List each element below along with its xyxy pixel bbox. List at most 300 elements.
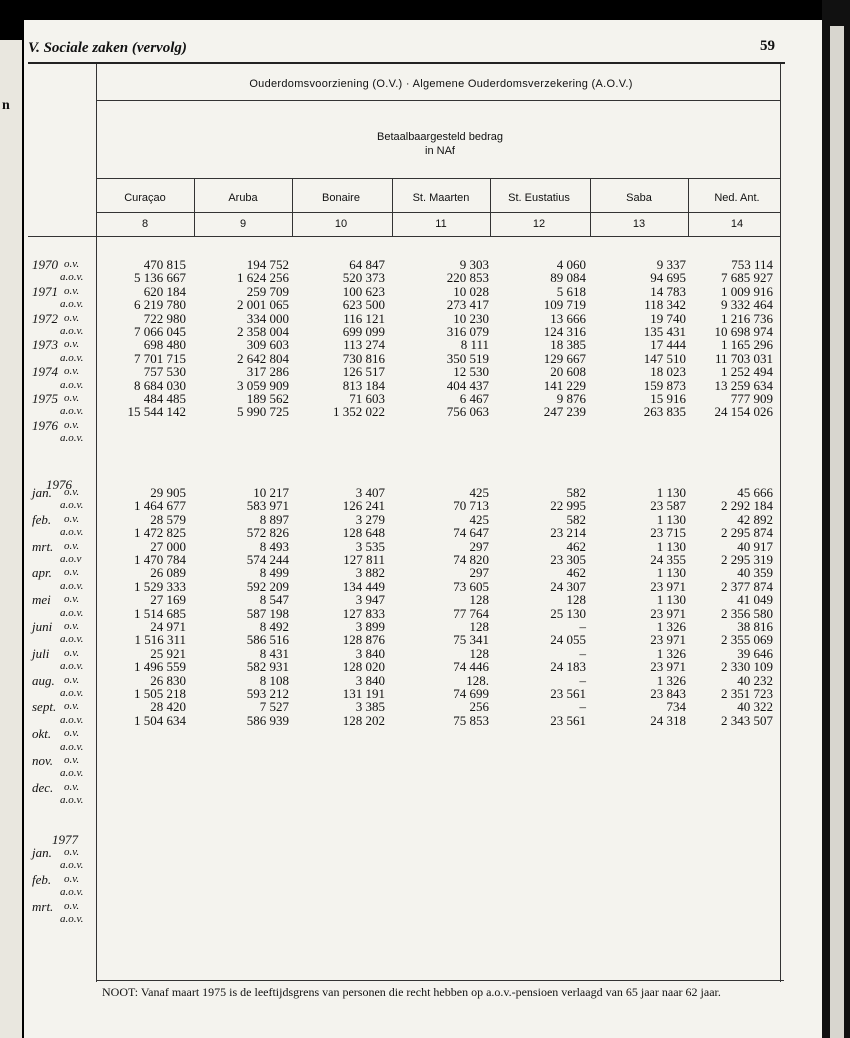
table-cell: 11 703 031	[714, 350, 773, 366]
table-cell: 10 230	[453, 310, 489, 326]
table-cell: 734	[666, 699, 686, 715]
table-cell: 2 295 319	[721, 552, 773, 567]
table-cell: 74 446	[453, 659, 489, 675]
table-cell: 2 001 065	[237, 297, 289, 313]
table-cell: –	[579, 699, 586, 715]
table-cell: 70 713	[453, 498, 489, 514]
column-header: Ned. Ant.	[714, 192, 760, 204]
column-header: Curaçao	[124, 192, 166, 204]
row-period: okt.	[32, 726, 52, 742]
row-type: a.o.v.	[60, 913, 84, 925]
table-cell: 23 843	[650, 686, 686, 701]
table-cell: 1 516 311	[134, 632, 186, 648]
table-cell: 220 853	[446, 270, 489, 286]
table-cell: 75 341	[453, 632, 489, 648]
table-cell: 124 316	[543, 324, 586, 339]
table-cell: 18 023	[650, 364, 686, 380]
table-cell: 757 530	[143, 364, 186, 380]
table-cell: 7 527	[259, 699, 289, 715]
table-cell: 587 198	[246, 605, 289, 621]
table-cell: 582	[566, 511, 586, 527]
row-type: o.v.	[64, 846, 80, 858]
table-cell: 9 303	[459, 257, 489, 272]
row-type: o.v.	[64, 338, 80, 351]
table-cell: 2 356 580	[721, 605, 773, 621]
table-cell: 26 830	[150, 672, 186, 688]
table-cell: 134 449	[342, 578, 385, 594]
table-cell: 23 561	[550, 686, 586, 701]
table-cell: 128 876	[342, 632, 385, 648]
table-cell: 15 544 142	[127, 404, 186, 420]
table-cell: 40 359	[737, 565, 773, 581]
column-number: 14	[730, 218, 744, 230]
section-title: V. Sociale zaken (vervolg)	[28, 40, 187, 56]
column-number: 8	[141, 218, 149, 230]
row-type: a.o.v	[60, 553, 82, 565]
column-number: 9	[239, 218, 247, 230]
row-period: nov.	[32, 753, 54, 768]
table-cell: 20 608	[550, 364, 586, 380]
table-cell: 24 971	[150, 619, 186, 634]
table-cell: 75 853	[453, 712, 489, 728]
table-cell: 1 514 685	[134, 605, 186, 621]
row-type: o.v.	[64, 392, 80, 404]
table-cell: 89 084	[550, 270, 586, 286]
row-type: o.v.	[64, 872, 80, 885]
table-cell: 7 701 715	[134, 350, 186, 366]
table-cell: 128.	[466, 672, 489, 688]
colnum-rule	[96, 212, 780, 213]
row-period: 1971	[32, 283, 58, 299]
row-type: a.o.v.	[60, 633, 84, 646]
table-cell: 40 917	[737, 538, 773, 554]
footnote: NOOT: Vanaf maart 1975 is de leeftijdsgrens van personen die recht hebben op a.o.v.-pensioen verlaagd van 65 jaar naar 62 jaar.	[102, 985, 721, 999]
row-type: a.o.v.	[60, 859, 84, 872]
row-type: a.o.v.	[60, 687, 84, 699]
row-type: a.o.v.	[60, 526, 84, 539]
table-cell: 3 385	[355, 699, 385, 715]
table-cell: 753 114	[731, 257, 773, 272]
row-type: a.o.v.	[60, 579, 84, 592]
row-type: a.o.v.	[60, 499, 84, 512]
column-header: Bonaire	[322, 192, 360, 204]
table-cell: 23 971	[650, 578, 686, 594]
row-type: a.o.v.	[60, 713, 84, 726]
row-period: mrt.	[32, 898, 54, 914]
table-cell: 7 685 927	[721, 270, 773, 286]
table-cell: 583 971	[246, 498, 289, 514]
table-cell: 19 740	[650, 310, 686, 326]
table-cell: 722 980	[143, 310, 186, 326]
table-cell: 23 715	[650, 525, 686, 541]
table-cell: 94 695	[650, 270, 686, 286]
table-cell: 1 130	[656, 485, 686, 500]
table-cell: 4 060	[556, 257, 586, 272]
row-type: a.o.v.	[60, 351, 84, 364]
table-cell: 317 286	[246, 364, 289, 380]
table-cell: 100 623	[342, 283, 385, 299]
table-cell: 699 099	[342, 324, 385, 339]
table-cell: 126 517	[342, 364, 385, 380]
table-cell: 1 624 256	[237, 270, 289, 286]
table-cell: 309 603	[246, 337, 289, 353]
table-cell: 3 840	[355, 645, 385, 661]
table-cell: 38 816	[737, 619, 773, 634]
table-cell: 620 184	[143, 283, 186, 299]
row-period: feb.	[32, 871, 52, 887]
table-cell: 698 480	[143, 337, 186, 353]
table-cell: 128	[566, 592, 586, 608]
table-cell: 334 000	[246, 310, 289, 326]
row-type: o.v.	[64, 646, 80, 659]
table-cell: 350 519	[446, 350, 489, 366]
table-cell: 623 500	[342, 297, 385, 313]
row-period: 1970	[32, 257, 58, 272]
row-period: aug.	[32, 672, 55, 688]
row-type: o.v.	[64, 673, 80, 686]
table-cell: 6 219 780	[134, 297, 186, 313]
table-cell: 109 719	[543, 297, 586, 313]
table-cell: 582 931	[246, 659, 289, 675]
table-cell: 27 169	[150, 592, 186, 608]
table-cell: 23 587	[650, 498, 686, 514]
table-cell: 8 431	[259, 645, 289, 661]
table-cell: 8 684 030	[134, 377, 186, 393]
row-period: sept.	[32, 699, 57, 715]
table-cell: 10 028	[453, 283, 489, 299]
table-cell: 3 407	[355, 485, 385, 500]
table-cell: 259 709	[246, 283, 289, 299]
table-cell: 425	[469, 485, 489, 500]
table-cell: 128 202	[342, 712, 385, 728]
table-cell: 39 646	[737, 645, 773, 661]
table-cell: 1 252 494	[721, 364, 773, 380]
table-cell: 297	[469, 565, 489, 581]
table-cell: 141 229	[543, 377, 586, 393]
table-cell: 189 562	[246, 391, 289, 406]
table-cell: 586 939	[246, 712, 289, 728]
page-number: 59	[760, 38, 775, 54]
row-type: a.o.v.	[60, 325, 84, 337]
table-cell: 1 472 825	[134, 525, 186, 541]
table-cell: 118 342	[644, 297, 686, 313]
table-cell: 128	[469, 645, 489, 661]
top-rule	[28, 62, 785, 64]
table-cell: 24 183	[550, 659, 586, 675]
column-number: 11	[435, 218, 447, 230]
row-period: mei	[32, 592, 51, 608]
table-cell: 2 343 507	[721, 712, 773, 728]
table-cell: 24 307	[550, 578, 586, 594]
column-header: St. Eustatius	[508, 192, 570, 204]
table-cell: 9 337	[656, 257, 686, 272]
table-cell: 116 121	[343, 310, 385, 326]
next-page-edge	[830, 26, 844, 1038]
table-title: Ouderdomsvoorziening (O.V.) · Algemene Ouderdomsverzekering (A.O.V.)	[249, 78, 633, 90]
table-cell: 8 492	[259, 619, 289, 634]
row-type: a.o.v.	[60, 378, 84, 391]
table-cell: –	[579, 645, 586, 661]
table-cell: 247 239	[543, 404, 586, 420]
year-heading: 1976	[46, 477, 72, 492]
table-cell: 64 847	[349, 257, 385, 272]
table-cell: 71 603	[349, 391, 385, 406]
table-cell: 24 055	[550, 632, 586, 648]
table-cell: 1 130	[656, 565, 686, 581]
table-cell: 28 579	[150, 511, 186, 527]
row-type: o.v.	[64, 418, 80, 431]
row-type: o.v.	[64, 566, 80, 579]
row-period: mrt.	[32, 538, 54, 554]
row-type: o.v.	[64, 899, 80, 912]
table-cell: 15 916	[650, 391, 686, 406]
table-cell: 3 899	[355, 619, 385, 634]
table-cell: 28 420	[150, 699, 186, 715]
table-cell: 1 130	[656, 592, 686, 608]
table-cell: 9 332 464	[721, 297, 773, 313]
table-cell: 1 505 218	[134, 686, 186, 701]
table-cell: 8 111	[460, 337, 489, 353]
table-cell: 813 184	[342, 377, 385, 393]
table-cell: 22 995	[550, 498, 586, 514]
table-cell: 8 547	[259, 592, 289, 608]
table-cell: 24 318	[650, 712, 686, 728]
table-cell: 24 355	[650, 552, 686, 567]
table-cell: 1 326	[656, 645, 686, 661]
subtitle-line: in NAf	[425, 145, 455, 157]
table-cell: 128	[469, 592, 489, 608]
table-cell: 425	[469, 511, 489, 527]
table-cell: –	[579, 619, 586, 634]
table-cell: 12 530	[453, 364, 489, 380]
table-cell: 5 990 725	[237, 404, 289, 420]
table-cell: 3 279	[355, 511, 385, 527]
table-cell: 2 642 804	[237, 350, 289, 366]
table-cell: 128 020	[342, 659, 385, 675]
table-cell: 25 921	[150, 645, 186, 661]
row-period: apr.	[32, 565, 52, 581]
table-cell: 1 352 022	[333, 404, 385, 420]
book-spine	[0, 40, 22, 1038]
spine-letter: n	[2, 98, 10, 113]
table-cell: 593 212	[246, 686, 289, 701]
column-number: 10	[334, 218, 348, 230]
table-cell: 25 130	[550, 605, 586, 621]
table-cell: 2 292 184	[721, 498, 773, 514]
table-cell: 586 516	[246, 632, 289, 648]
row-type: o.v.	[64, 258, 80, 270]
table-cell: –	[579, 672, 586, 688]
table-cell: 2 330 109	[721, 659, 773, 675]
table-cell: 194 752	[246, 257, 289, 272]
row-period: juli	[32, 645, 50, 661]
row-period: 1974	[32, 364, 58, 380]
table-cell: 3 840	[355, 672, 385, 688]
table-cell: 23 971	[650, 659, 686, 675]
table-cell: 462	[566, 538, 586, 554]
row-type: a.o.v.	[60, 740, 84, 753]
table-cell: 127 833	[342, 605, 385, 621]
table-cell: 1 529 333	[134, 578, 186, 594]
table-cell: 1 009 916	[721, 283, 773, 299]
table-cell: 2 358 004	[237, 324, 289, 339]
table-cell: 23 561	[550, 712, 586, 728]
row-type: o.v.	[64, 486, 80, 498]
table-cell: 159 873	[643, 377, 686, 393]
table-cell: 2 295 874	[721, 525, 773, 541]
table-cell: 42 892	[737, 511, 773, 527]
table-cell: 3 882	[355, 565, 385, 581]
row-type: a.o.v.	[60, 405, 84, 418]
body-rule	[28, 236, 780, 237]
row-type: o.v.	[64, 620, 80, 632]
row-type: o.v.	[64, 727, 80, 740]
table-cell: 484 485	[143, 391, 186, 406]
table-cell: 3 535	[355, 538, 385, 554]
table-cell: 45 666	[737, 485, 773, 500]
column-number: 12	[532, 218, 546, 230]
row-period: dec.	[32, 779, 54, 795]
title-rule	[96, 100, 780, 101]
table-cell: 10 217	[253, 485, 289, 500]
table-cell: 1 470 784	[134, 552, 186, 567]
table-cell: 777 909	[730, 391, 773, 406]
table-cell: 135 431	[643, 324, 686, 339]
table-cell: 316 079	[446, 324, 489, 339]
row-type: o.v.	[64, 284, 80, 297]
table-cell: 27 000	[150, 538, 186, 554]
table-cell: 129 667	[543, 350, 586, 366]
table-cell: 1 326	[656, 619, 686, 634]
row-period: feb.	[32, 511, 52, 527]
table-cell: 17 444	[650, 337, 686, 353]
table-cell: 74 699	[453, 686, 489, 701]
table-cell: 18 385	[550, 337, 586, 353]
row-period: 1976	[32, 417, 58, 433]
row-period: juni	[32, 619, 53, 634]
row-type: a.o.v.	[60, 886, 84, 899]
row-period: 1972	[32, 310, 58, 326]
table-cell: 13 259 634	[714, 377, 773, 393]
table-cell: 462	[566, 565, 586, 581]
table-cell: 126 241	[342, 498, 385, 514]
table-cell: 1 165 296	[721, 337, 773, 353]
table-cell: 13 666	[550, 310, 586, 326]
colhead-rule	[96, 178, 780, 179]
row-type: o.v.	[64, 780, 80, 793]
table-cell: 29 905	[150, 485, 186, 500]
column-header: Aruba	[228, 192, 258, 204]
table-cell: 1 216 736	[721, 310, 773, 326]
column-header: Saba	[626, 192, 652, 204]
table-cell: 263 835	[643, 404, 686, 420]
row-type: o.v.	[64, 700, 80, 713]
row-period: jan.	[32, 485, 52, 500]
table-cell: 10 698 974	[714, 324, 773, 339]
table-cell: 113 274	[343, 337, 385, 353]
table-cell: 24 154 026	[714, 404, 773, 420]
table-cell: 404 437	[446, 377, 489, 393]
column-header: St. Maarten	[412, 192, 470, 204]
table-cell: 23 305	[550, 552, 586, 567]
table-cell: 297	[469, 538, 489, 554]
table-cell: 8 897	[259, 511, 289, 527]
table-cell: 147 510	[643, 350, 686, 366]
row-type: o.v.	[64, 365, 80, 378]
table-cell: 77 764	[453, 605, 489, 621]
table-cell: 273 417	[446, 297, 489, 313]
table-cell: 8 493	[259, 538, 289, 554]
table-cell: 730 816	[342, 350, 385, 366]
table-cell: 520 373	[342, 270, 385, 286]
table-cell: 2 377 874	[721, 578, 773, 594]
table-cell: 1 496 559	[134, 659, 186, 675]
table-cell: 40 322	[737, 699, 773, 715]
row-type: a.o.v.	[60, 432, 84, 445]
row-type: a.o.v.	[60, 767, 84, 780]
row-type: a.o.v.	[60, 660, 84, 673]
table-cell: 127 811	[343, 552, 385, 567]
table-cell: 256	[469, 699, 489, 715]
row-type: o.v.	[64, 512, 80, 525]
row-type: o.v.	[64, 593, 80, 606]
table-cell: 14 783	[650, 283, 686, 299]
table-cell: 2 355 069	[721, 632, 773, 648]
row-type: o.v.	[64, 539, 80, 552]
table-cell: 3 059 909	[237, 377, 289, 393]
table-cell: 40 232	[737, 672, 773, 688]
table-cell: 3 947	[355, 592, 385, 608]
table-cell: 470 815	[143, 257, 186, 272]
table-cell: 74 647	[453, 525, 489, 541]
table-cell: 8 108	[259, 672, 289, 688]
table-cell: 582	[566, 485, 586, 500]
table-cell: 74 820	[453, 552, 489, 567]
row-type: o.v.	[64, 754, 80, 766]
table-cell: 756 063	[446, 404, 489, 420]
table-cell: 5 136 667	[134, 270, 186, 286]
table-cell: 1 326	[656, 672, 686, 688]
row-period: jan.	[32, 845, 52, 860]
table-cell: 592 209	[246, 578, 289, 594]
table-cell: 23 971	[650, 632, 686, 648]
table-cell: 73 605	[453, 578, 489, 594]
year-heading: 1977	[52, 832, 78, 847]
subtitle-line: Betaalbaargesteld bedrag	[377, 131, 503, 143]
table-cell: 41 049	[737, 592, 773, 608]
table-cell: 572 826	[246, 525, 289, 541]
row-period: 1973	[32, 337, 58, 353]
table-cell: 128	[469, 619, 489, 634]
table-cell: 1 504 634	[134, 712, 186, 728]
table-cell: 1 464 677	[134, 498, 186, 514]
table-cell: 26 089	[150, 565, 186, 581]
table-cell: 8 499	[259, 565, 289, 581]
table-cell: 23 971	[650, 605, 686, 621]
row-type: a.o.v.	[60, 794, 84, 807]
row-period: 1975	[32, 391, 58, 406]
table-cell: 5 618	[556, 283, 586, 299]
row-type: a.o.v.	[60, 271, 84, 284]
table-cell: 1 130	[656, 538, 686, 554]
table-cell: 574 244	[246, 552, 289, 567]
row-type: o.v.	[64, 311, 80, 324]
table-cell: 7 066 045	[134, 324, 186, 339]
table-cell: 23 214	[550, 525, 586, 541]
table-cell: 131 191	[342, 686, 385, 701]
table-cell: 1 130	[656, 511, 686, 527]
row-type: a.o.v.	[60, 298, 84, 311]
